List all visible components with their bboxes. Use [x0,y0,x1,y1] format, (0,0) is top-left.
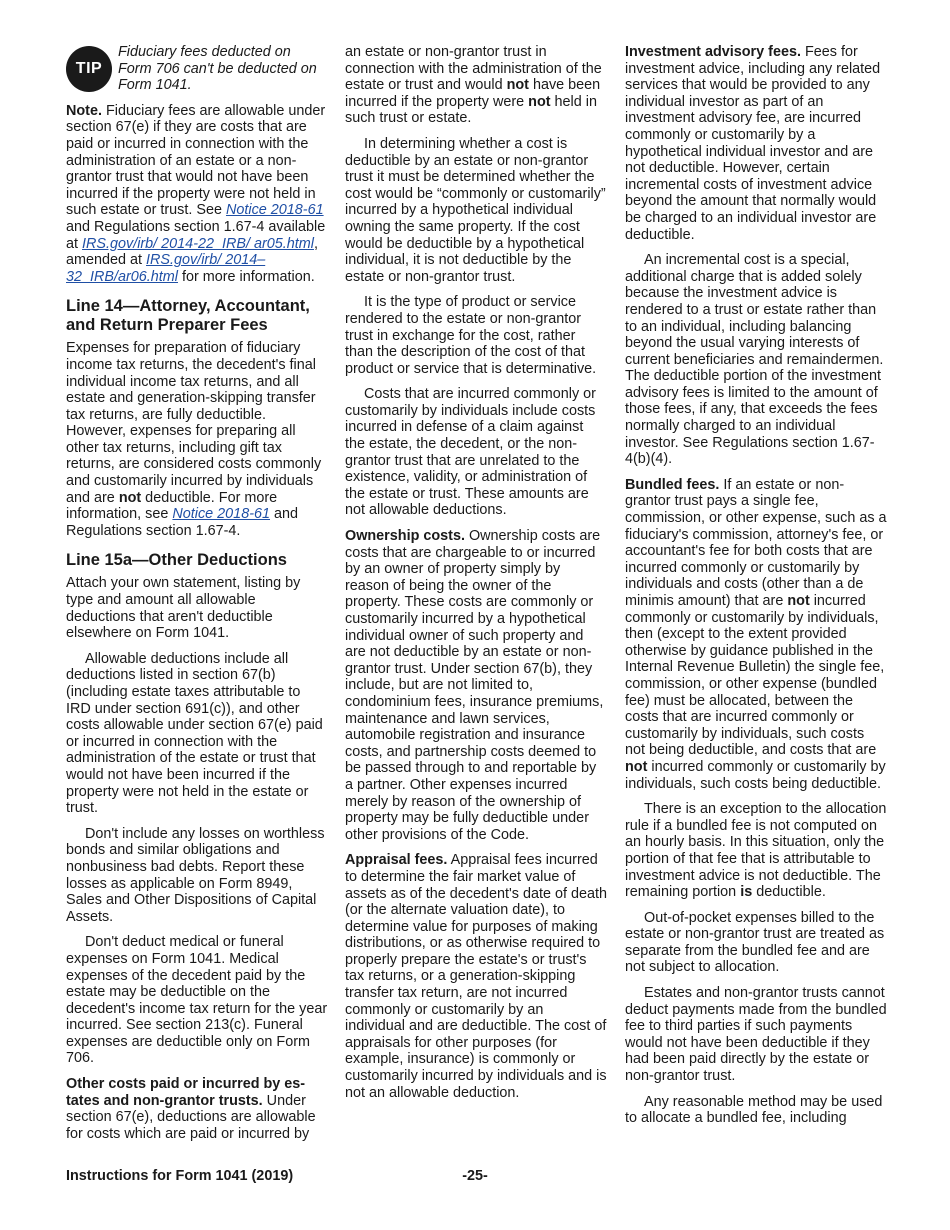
paragraph [625,477,887,792]
footer-document-title: Instructions for Form 1041 (2019) [66,1168,294,1184]
text-run: an estate or non-grantor trust in connection with the administration of the estate or trust and would [345,44,602,94]
paragraph [66,103,328,286]
paragraph [66,651,328,817]
paragraph [345,852,607,1101]
bold-text: Bundled fees. [625,476,720,493]
column-middle [345,44,607,1110]
text-run: Any reasonable method may be used to allocate a bundled fee, including [625,1093,883,1127]
column-left [66,44,328,1151]
bold-text: is [740,884,753,901]
paragraph [345,386,607,519]
text-run: An incremental cost is a special, additional charge that is added solely because the investment advice is rendered to a trust or estate rather than to an individual, including balancing beyond the usual varying interests of current beneficiaries and remaindermen. The deductible portion of the investment advisory fees is limited to the amount of those fees, if any, that exceeds the fees normally charged to an individual investor. See Regulations section 1.67-4(b)(4). [625,252,884,468]
column-left-body [66,103,328,1143]
text-run: Under section 67(e), deductions are allowable for costs which are paid or incurred by [66,1092,316,1142]
text-run: Ownership costs are costs that are chargeable to or incurred by an owner of property simply by reason of being the owner of the property. These costs are commonly or customarily incurred by a hypothetical individual owner of such property and are not deductible by an estate or non-grantor trust. Under section 67(b), they include, but are not limited to, condominium fees, insurance premiums, maintenance and lawn services, automobile registration and insurance costs, and partnership costs deemed to be passed through to and reportable by a partner. Other expenses incurred merely by reason of the ownership of property may be fully deductible under other provisions of the Code. [345,528,604,843]
text-run: Estates and non-grantor trusts cannot deduct payments made from the bundled fee to third parties if such payments would not have been deductible if they had been paid directly by the estate or non-grantor trust. [625,985,887,1085]
paragraph [345,136,607,285]
text-run: Fiduciary fees are allowable under section 67(e) if they are costs that are paid or incurred in connection with the administration of an estate or a non-grantor trust that would not have been incurred if the property were not held in such estate or trust. See [66,102,326,219]
paragraph [66,340,328,539]
paragraph [625,252,887,468]
text-run: and Regulations section 1.67-4 available at [66,218,326,252]
paragraph [66,826,328,926]
paragraph [345,528,607,843]
text-run: and Regulations section 1.67-4. [66,506,299,539]
text-run: Don't include any losses on worthless bonds and similar obligations and nonbusiness bad debts. Report these losses as applicable on Form 8949, Sales and Other Dispositions of Capital Assets. [66,825,325,925]
reference-link[interactable]: IRS.gov/irb/ 2014–32_IRB/ar06.html [66,252,266,285]
text-run: deductible. For more information, see [66,489,278,523]
bold-text: not [506,77,529,94]
text-run: Attach your own statement, listing by type and amount all allowable deductions that aren't deductible elsewhere on Form 1041. [66,575,301,642]
text-run: held in such trust or estate. [345,93,597,127]
text-run: , amended at [66,235,318,269]
bold-text: Ownership costs. [345,528,465,545]
text-run: In determining whether a cost is deductible by an estate or non-grantor trust it must be determined whether the cost would be “commonly or customarily” incurred by a hypothetical individual owning the same property. If the cost would be deductible by a hypothetical individual, it is not deductible by the estate or non-grantor trust. [345,135,606,285]
column-right [625,44,887,1136]
bold-text: Other costs paid or incurred by es- tates and non-grantor trusts. [66,1076,306,1109]
bold-text: not [625,758,648,775]
paragraph [625,985,887,1085]
paragraph [625,1094,887,1127]
paragraph [625,801,887,901]
section-heading: Line 15a—Other Deductions [66,551,287,570]
tip-text: Fiduciary fees deducted on Form 706 can't be deducted on Form 1041. [118,44,317,94]
paragraph [625,44,887,243]
tip-icon: TIP [66,46,112,92]
paragraph [345,294,607,377]
text-run: deductible. [752,884,826,901]
text-run: have been incurred if the property were [345,77,601,110]
reference-link[interactable]: IRS.gov/irb/ 2014-22_IRB/ ar05.html [82,235,314,252]
column-right-body [625,44,887,1127]
reference-link[interactable]: Notice 2018-61 [172,506,270,523]
text-run: Expenses for preparation of fiduciary income tax returns, the decedent's final individual income tax returns, and all estate and generation-skipping transfer tax returns, are fully deductible. However, expenses for preparing all other tax returns, including gift tax returns, are considered costs commonly and customarily incurred by individuals and are [66,340,322,506]
text-run: Costs that are incurred commonly or customarily by individuals include costs incurred in defense of a claim against the estate, the decedent, or the non-grantor trust that are unrelated to the existence, validity, or administration of the estate or trust. These amounts are not allowable deductions. [345,386,596,519]
text-run: There is an exception to the allocation rule if a bundled fee is not computed on an hourly basis. In this situation, only the portion of that fee that is attributable to investment advice is not deductible. The remaining portion [625,801,887,901]
text-run: Allowable deductions include all deductions listed in section 67(b) (including estate taxes attributable to IRD under section 691(c)), and other costs allowable under section 67(e) paid or incurred in connection with the administration of the estate or trust that would not have been incurred if the property were not held in the estate or trust. [66,650,323,817]
page-number: -25- [462,1168,488,1184]
text-run: If an estate or non-grantor trust pays a single fee, commission, or other expense, such as a fiduciary's commission, attorney's fee, or accountant's fee for both costs that are incurred commonly or customarily by individuals and costs (other than a de minimis amount) that are [625,476,887,609]
text-run: for more information. [177,268,315,285]
bold-text: not [787,593,810,609]
tip-callout [66,44,328,94]
bold-text: Appraisal fees. [345,852,448,869]
text-run: It is the type of product or service rendered to the estate or non-grantor trust in exchange for the cost, rather than the description of the cost of that product or service that is determinative. [345,294,597,377]
reference-link[interactable]: Notice 2018-61 [225,202,324,219]
text-run: Fees for investment advice, including any related services that would be provided to any individual investor as part of an investment advisory fee, are incurred commonly or customarily by a hypothetical individual investor and are not deductible. However, certain incremental costs of investment advice beyond the amount that normally would be charged to an individual investor are deductible. [625,44,881,243]
paragraph [66,934,328,1067]
text-run: incurred commonly or customarily by individuals, then (except to the extent provided otherwise by guidance published in the Internal Revenue Bulletin) the single fee, commission, or other expense (bundled fee) must be allocated, between the costs that are incurred commonly or customarily by individuals, such costs not being deductible, and costs that are [625,593,885,759]
section-heading: Line 14—Attorney, Accountant, and Return Preparer Fees [66,297,310,335]
bold-text: Note. [66,102,102,119]
paragraph [625,910,887,976]
paragraph [66,1076,328,1142]
column-middle-body [345,44,607,1101]
paragraph [66,575,328,641]
text-run: incurred commonly or customarily by individuals, such costs being deductible. [625,758,886,792]
text-run: Out-of-pocket expenses billed to the estate or non-grantor trust are treated as separate from the bundled fee and are not subject to allocation. [625,909,885,976]
bold-text: Investment advisory fees. [625,44,801,60]
text-run: Don't deduct medical or funeral expenses on Form 1041. Medical expenses of the decedent paid by the estate may be deductible on the decedent's income tax return for the year incurred. See section 213(c). Funeral expenses are deductible only on Form 706. [66,934,328,1067]
bold-text: not [118,489,142,506]
bold-text: not [528,93,551,110]
paragraph [345,44,607,127]
text-run: Appraisal fees incurred to determine the fair market value of assets as of the decedent's date of death (or the alternate valuation date), to determine value for purposes of making distributions, or as otherwise required to properly prepare the estate's or trust's tax returns, or a generation-skipping transfer tax return, are not incurred commonly or customarily by an individual and are deductible. The cost of appraisals for other purposes (for example, insurance) is commonly or customarily incurred by individuals and is not an allowable deduction. [345,852,607,1101]
